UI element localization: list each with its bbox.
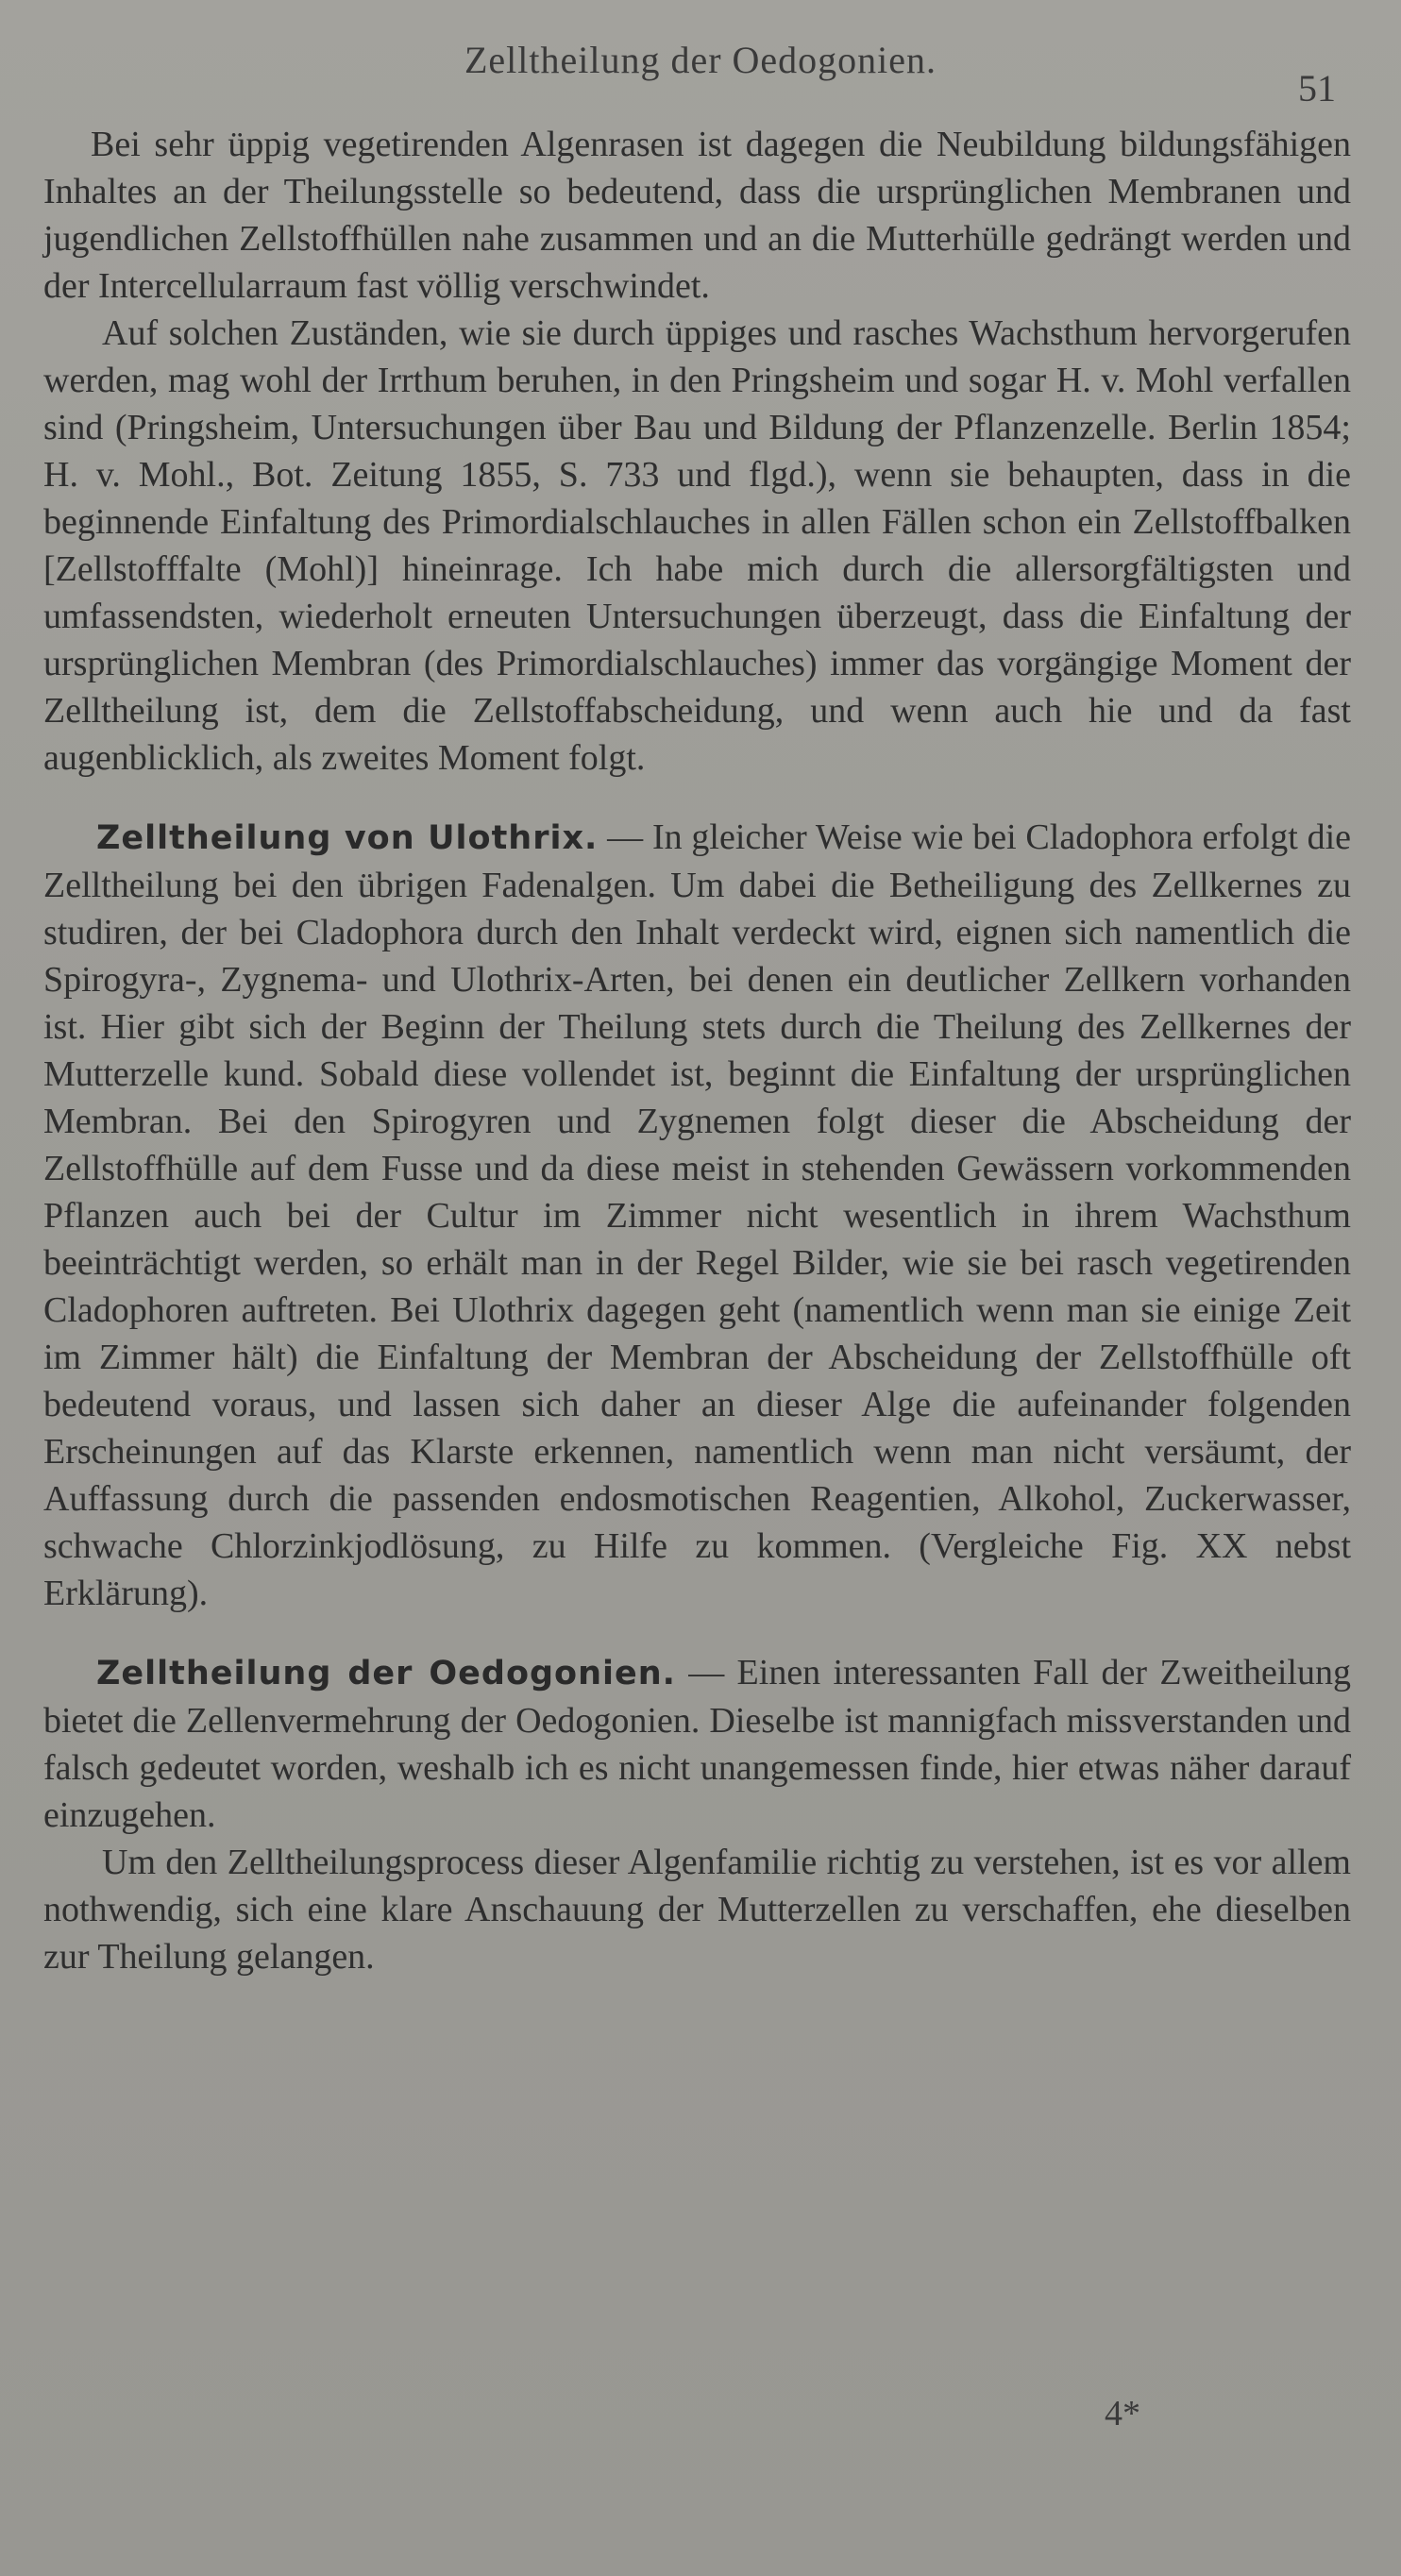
page-number: 51 (1298, 67, 1336, 109)
section-ulothrix (43, 814, 1351, 1617)
section-heading-oedogonien: Zelltheilung der Oedogonien. (96, 1655, 676, 1692)
section-text-ulothrix: In gleicher Weise wie bei Cladophora erfolgt die Zelltheilung bei den übrigen Fadenalgen. Um dabei die Betheiligung des Zellkernes zu studiren, der bei Cladophora durch den Inhalt verdeckt wird, eignen sich namentlich die Spirogyra-, Zygnema- und Ulothrix-Arten, bei denen ein deutlicher Zellkern vorhanden ist. Hier gibt sich der Beginn der Theilung stets durch die Theilung des Zellkernes der Mutterzelle kund. Sobald diese vollendet ist, beginnt die Einfaltung der ursprünglichen Membran. Bei den Spirogyren und Zygnemen folgt dieser die Abscheidung der Zellstoffhülle auf dem Fusse und da diese meist in stehenden Gewässern vorkommenden Pflanzen auch bei der Cultur im Zimmer nicht wesentlich in ihrem Wachsthum beeinträchtigt werden, so erhält man in der Regel Bilder, wie sie bei rasch vegetirenden Cladophoren auftreten. Bei Ulothrix dagegen geht (namentlich wenn man sie einige Zeit im Zimmer hält) die Einfaltung der Membran der Abscheidung der Zellstoffhülle oft bedeutend voraus, und lassen sich daher an dieser Alge die aufeinander folgenden Erscheinungen auf das Klarste erkennen, namentlich wenn man nicht versäumt, der Auffassung durch die passenden endosmotischen Reagentien, Alkohol, Zuckerwasser, schwache Chlorzinkjodlösung, zu Hilfe zu kommen. (Vergleiche Fig. XX nebst Erklärung). (43, 817, 1352, 1613)
paragraph-algenrasen: Bei sehr üppig vegetirenden Algenrasen ist dagegen die Neubildung bildungsfähigen Inhaltes an der Theilungsstelle so bedeutend, dass die ursprünglichen Membranen und jugendlichen Zellstoffhüllen nahe zusammen und an die Mutterhülle gedrängt werden und der Intercellularraum fast völlig verschwindet. (43, 125, 1351, 306)
paragraph-pringsheim-mohl: Auf solchen Zuständen, wie sie durch üppiges und rasches Wachsthum hervorgerufen werden, mag wohl der Irrthum beruhen, in den Pringsheim und sogar H. v. Mohl verfallen sind (Pringsheim, Untersuchungen über Bau und Bildung der Pflanzenzelle. Berlin 1854; H. v. Mohl., Bot. Zeitung 1855, S. 733 und flgd.), wenn sie behaupten, dass in die beginnende Einfaltung des Primordialschlauches in allen Fällen schon ein Zellstoffbalken [Zellstofffalte (Mohl)] hineinrage. Ich habe mich durch die allersorgfältigsten und umfassendsten, wiederholt erneuten Untersuchungen überzeugt, dass die Einfaltung der ursprünglichen Membran (des Primordialschlauches) immer das vorgängige Moment der Zelltheilung ist, dem die Zellstoffabscheidung, und wenn auch hie und da fast augenblicklich, als zweites Moment folgt. (43, 313, 1351, 778)
body-text (43, 121, 1351, 1980)
running-head: Zelltheilung der Oedogonien. (464, 39, 937, 81)
em-dash: — (607, 817, 644, 857)
signature-mark: 4* (1105, 2394, 1140, 2433)
em-dash: — (688, 1653, 725, 1692)
section-heading-ulothrix: Zelltheilung von Ulothrix. (96, 819, 599, 857)
section-text-oedogonien: Einen interessanten Fall der Zweitheilung bietet die Zellenvermehrung der Oedogonien. Dieselbe ist mannigfach missverstanden und falsch gedeutet worden, weshalb ich es nicht unangemessen finde, hier etwas näher darauf einzugehen. (43, 1653, 1351, 1835)
paragraph-zelltheilungsprocess: Um den Zelltheilungsprocess dieser Algenfamilie richtig zu verstehen, ist es vor allem nothwendig, sich eine klare Anschauung der Mutterzellen zu verschaffen, ehe dieselben zur Theilung gelangen. (43, 1843, 1351, 1977)
section-oedogonien (43, 1649, 1351, 1839)
